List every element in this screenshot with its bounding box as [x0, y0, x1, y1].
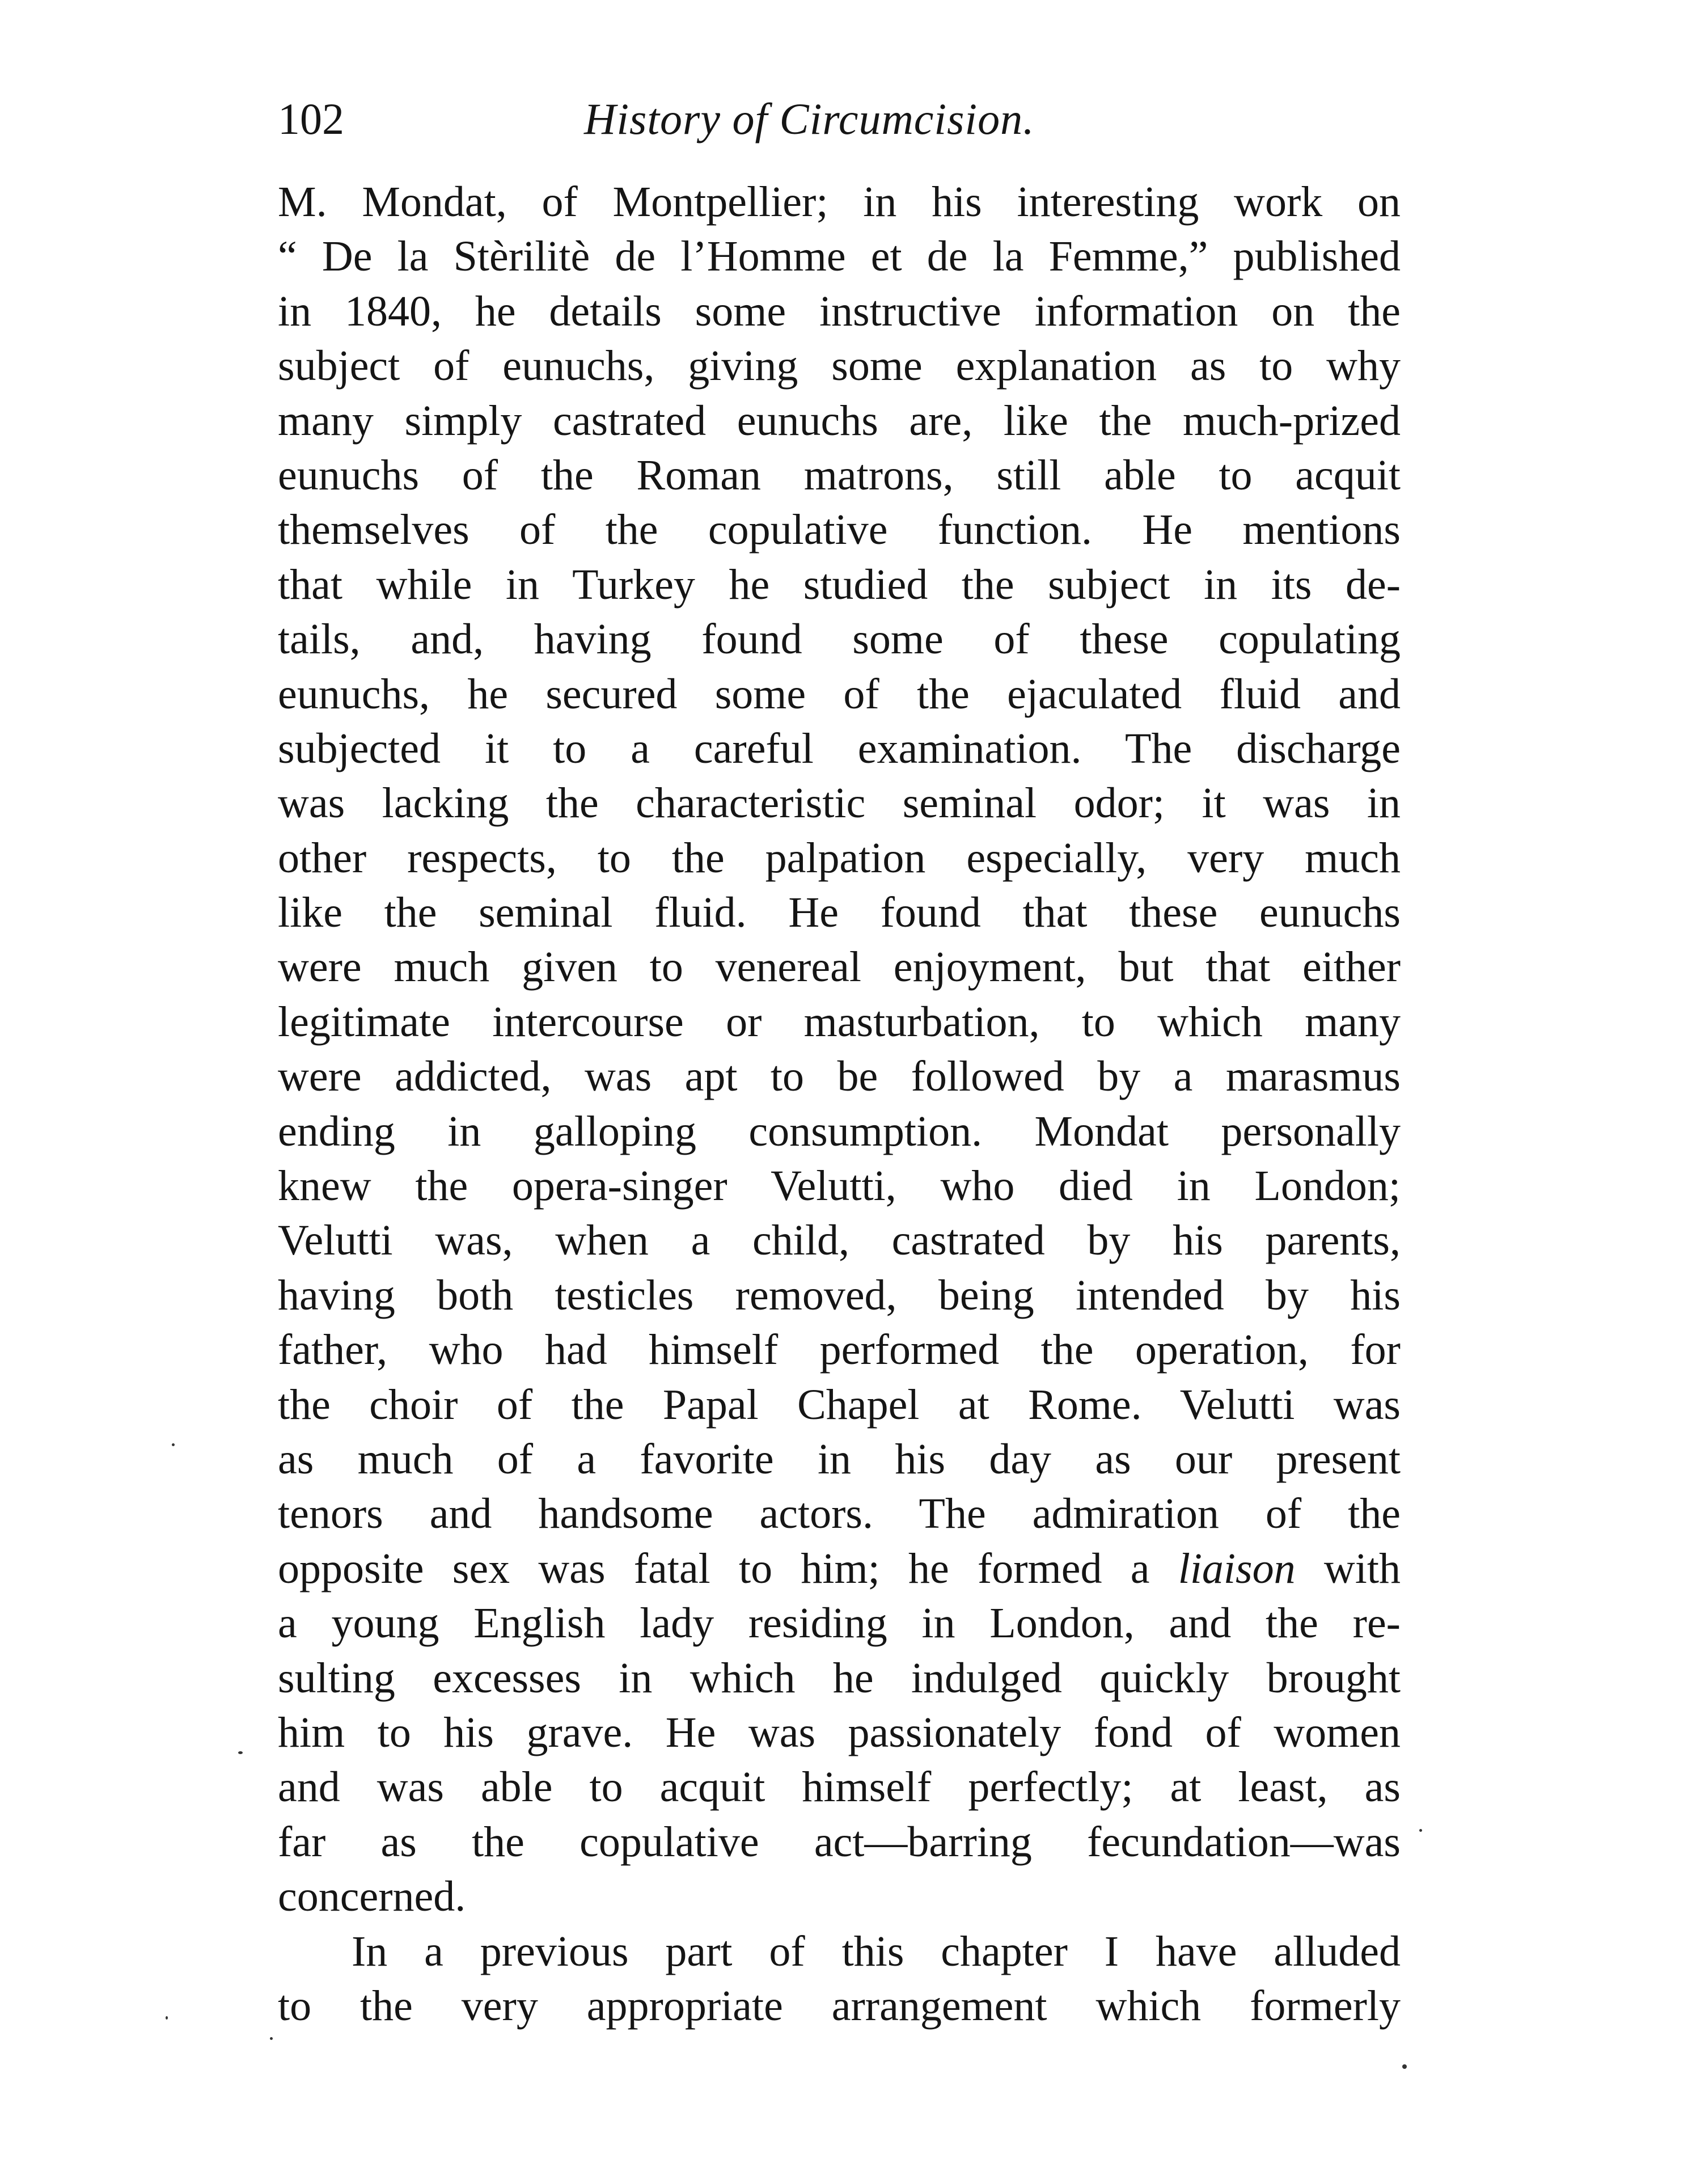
- body-text: [278, 175, 1401, 2033]
- italic-word: liaison: [1178, 1544, 1296, 1592]
- paragraph-1: [278, 175, 1401, 1924]
- text-line: ending in galloping consumption. Mondat personally: [278, 1107, 1401, 1155]
- page-number: 102: [278, 94, 344, 143]
- text-line: M. Mondat, of Montpellier; in his interesting work on: [278, 178, 1401, 226]
- text-line: themselves of the copulative function. He mentions: [278, 506, 1401, 554]
- text-line: far as the copulative act—barring fecundation—was: [278, 1818, 1401, 1866]
- text-line: Velutti was, when a child, castrated by his parents,: [278, 1216, 1401, 1265]
- text-line: eunuchs, he secured some of the ejaculated fluid and: [278, 670, 1401, 718]
- text-line: and was able to acquit himself perfectly; at least, as: [278, 1763, 1401, 1811]
- running-title: History of Circumcision.: [584, 94, 1035, 143]
- text-line: legitimate intercourse or masturbation, to which many: [278, 998, 1401, 1046]
- text-line: father, who had himself performed the operation, for: [278, 1326, 1401, 1374]
- text-line: having both testicles removed, being intended by his: [278, 1271, 1401, 1319]
- text-run: opposite sex was fatal to him; he formed a: [278, 1544, 1178, 1592]
- scan-speck: [1419, 1829, 1422, 1832]
- text-line: to the very appropriate arrangement which formerly: [278, 1982, 1401, 2030]
- text-line: “ De la Stèrilitè de l’Homme et de la Femme,” published: [278, 233, 1401, 281]
- paragraph-2: [278, 1924, 1401, 2034]
- text-line: other respects, to the palpation especially, very much: [278, 834, 1401, 882]
- text-line: tenors and handsome actors. The admiration of the: [278, 1490, 1401, 1538]
- text-line: eunuchs of the Roman matrons, still able to acquit: [278, 451, 1401, 499]
- scan-speck: [166, 2016, 168, 2020]
- scan-speck: [1402, 2064, 1407, 2069]
- text-line-with-italic: [278, 1541, 1401, 1596]
- text-line: in 1840, he details some instructive information on the: [278, 287, 1401, 335]
- text-line: like the seminal fluid. He found that these eunuchs: [278, 889, 1401, 937]
- text-line: sulting excesses in which he indulged quickly brought: [278, 1654, 1401, 1702]
- text-line: tails, and, having found some of these copulating: [278, 615, 1401, 664]
- scan-speck: [238, 1751, 243, 1754]
- text-run: with: [1295, 1544, 1401, 1592]
- scan-speck: [172, 1443, 175, 1446]
- text-line: was lacking the characteristic seminal odor; it was in: [278, 779, 1401, 827]
- text-line: In a previous part of this chapter I have alluded: [352, 1927, 1401, 1975]
- text-line: as much of a favorite in his day as our present: [278, 1435, 1401, 1483]
- text-line: were much given to venereal enjoyment, but that either: [278, 943, 1401, 991]
- page-header: [278, 85, 1401, 153]
- text-line: subjected it to a careful examination. The discharge: [278, 724, 1401, 772]
- text-line: many simply castrated eunuchs are, like the much-prized: [278, 396, 1401, 445]
- text-line: that while in Turkey he studied the subject in its de-: [278, 560, 1401, 609]
- scan-speck: [270, 2037, 273, 2040]
- text-line: concerned.: [278, 1873, 466, 1921]
- text-line: him to his grave. He was passionately fond of women: [278, 1708, 1401, 1756]
- text-line: the choir of the Papal Chapel at Rome. Velutti was: [278, 1380, 1401, 1429]
- text-line: subject of eunuchs, giving some explanation as to why: [278, 342, 1401, 390]
- text-line: knew the opera-singer Velutti, who died in London;: [278, 1162, 1401, 1210]
- text-line: a young English lady residing in London, and the re-: [278, 1599, 1401, 1647]
- text-line: were addicted, was apt to be followed by a marasmus: [278, 1053, 1401, 1101]
